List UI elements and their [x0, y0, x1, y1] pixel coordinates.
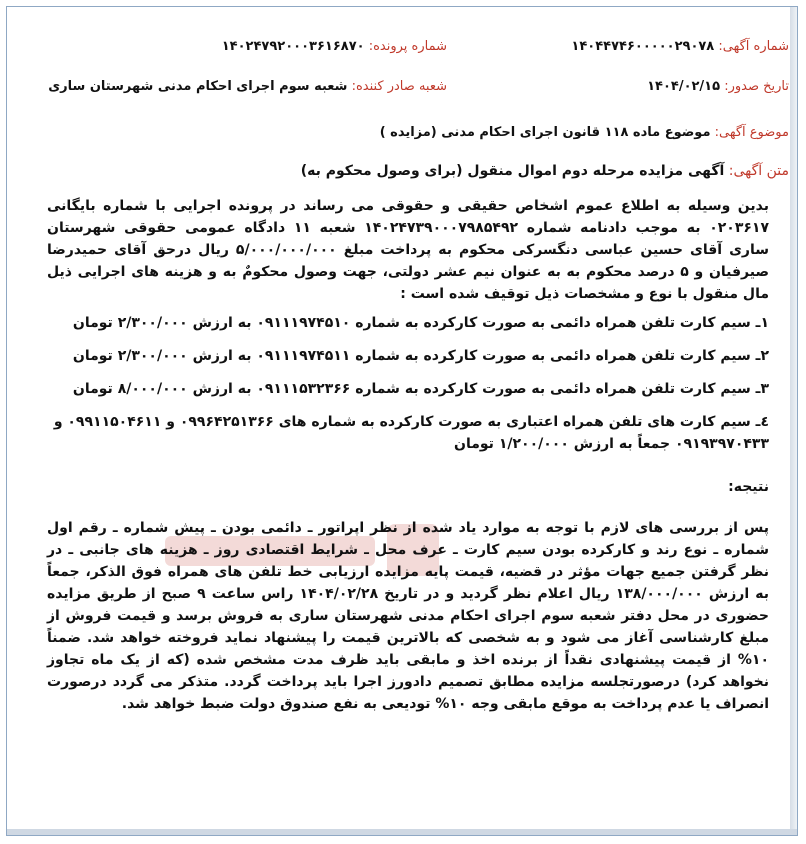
subject [380, 125, 789, 140]
result-paragraph: پس از بررسی های لازم با توجه به موارد یاد شده از نظر اپراتور ـ دائمی بودن ـ پیش شماره ـ رقم اول شماره ـ نوع رند و کارکرده بودن سیم کارت ـ عرف محل ـ شرایط اقتصادی روز ـ هزینه های جانبی ـ در نظر گرفتن جمیع جهات مؤثر در قضیه، قیمت پایه مزایده ارزیابی خط تلفن های همراه فوق الذکر، جمعاً به ارزش ۱۳۸/۰۰۰/۰۰۰ ریال اعلام نظر گردید و در تاریخ ۱۴۰۴/۰۲/۲۸ راس ساعت ۹ صبح از طریق مزایده حضوری در محل دفتر شعبه سوم اجرای احکام مدنی شهرستان ساری به فروش برسد و قیمت فروش از مبلغ کارشناسی آغاز می شود و به شخصی که بالاترین قیمت را پیشنهاد نماید فروخته خواهد شد. ضمناً ۱۰% از قیمت پیشنهادی نقداً از برنده اخذ و مابقی باید ظرف مدت مشخص شده (که از یک ماه تجاوز نخواهد کرد) درصورتجلسه مزایده مطابق تصمیم دادورز اجرا باید پرداخت گردد. متذکر می گردد درصورت انصراف یا عدم پرداخت به موقع مابقی وجه ۱۰% تودیعی به نفع صندوق دولت ضبط خواهد شد. [47, 520, 769, 712]
list-item: ۲ـ سیم کارت تلفن همراه دائمی به صورت کارکرده به شماره ۰۹۱۱۱۹۷۴۵۱۱ به ارزش ۲/۳۰۰/۰۰۰ تومان [72, 348, 769, 364]
issue-date [647, 79, 789, 94]
text-title-label: متن آگهی: [728, 163, 789, 179]
subject-value: موضوع ماده ۱۱۸ قانون اجرای احکام مدنی (مزایده ) [379, 125, 711, 140]
text-title-value: آگهی مزایده مرحله دوم اموال منقول (برای وصول محکوم به) [300, 163, 725, 179]
notice-page [7, 7, 797, 835]
issuer-value: شعبه سوم اجرای احکام مدنی شهرستان ساری [48, 79, 348, 94]
list-item: ۱ـ سیم کارت تلفن همراه دائمی به صورت کارکرده به شماره ۰۹۱۱۱۹۷۴۵۱۰ به ارزش ۲/۳۰۰/۰۰۰ تومان [72, 315, 769, 331]
issuer-label: شعبه صادر کننده: [351, 79, 447, 94]
text-title [301, 163, 789, 179]
ad-number-value: ۱۴۰۴۴۷۴۶۰۰۰۰۰۲۹۰۷۸ [571, 39, 715, 54]
case-number-label: شماره پرونده: [368, 39, 447, 54]
issue-date-value: ۱۴۰۴/۰۲/۱۵ [647, 79, 721, 94]
subject-label: موضوع آگهی: [714, 125, 789, 140]
case-number [222, 39, 447, 54]
list-item: ۳ـ سیم کارت تلفن همراه دائمی به صورت کارکرده به شماره ۰۹۱۱۱۵۳۲۳۶۶ به ارزش ۸/۰۰۰/۰۰۰ تومان [72, 381, 769, 397]
case-number-value: ۱۴۰۲۴۷۹۲۰۰۰۳۶۱۶۸۷۰ [221, 39, 365, 54]
ad-number-label: شماره آگهی: [718, 39, 789, 54]
notice-frame [6, 6, 798, 836]
ad-number [571, 39, 789, 54]
intro-paragraph: بدین وسیله به اطلاع عموم اشخاص حقیقی و حقوقی می رساند در پرونده اجرایی با شماره بایگانی ۰۲۰۳۶۱۷ به موجب دادنامه شماره ۱۴۰۲۴۷۳۹۰۰۰۷۹۸۵۴۹۲ شعبه ۱۱ دادگاه عمومی حقوقی شهرستان ساری آقای حسین عباسی دنگسرکی محکوم به پرداخت مبلغ ۵/۰۰۰/۰۰۰/۰۰۰ ریال درحق آقای حمیدرضا صیرفیان و ۵ درصد محکوم به به عنوان نیم عشر دولتی، جهت وصول محکومٌ به و هزینه های اجرایی ذیل مال منقول با نوع و مشخصات ذیل توقیف شده است : [47, 198, 770, 302]
list-item: ٤ـ سیم کارت های تلفن همراه اعتباری به صورت کارکرده به شماره های ۰۹۹۶۴۲۵۱۳۶۶ و ۰۹۹۱۱۵۰۴۶۱۱ و ۰۹۱۹۳۹۷۰۴۳۳ جمعاً به ارزش ۱/۲۰۰/۰۰۰ تومان [53, 414, 769, 452]
issuer [48, 79, 447, 94]
issue-date-label: تاریخ صدور: [724, 79, 789, 94]
result-label: نتیجه: [728, 479, 769, 495]
